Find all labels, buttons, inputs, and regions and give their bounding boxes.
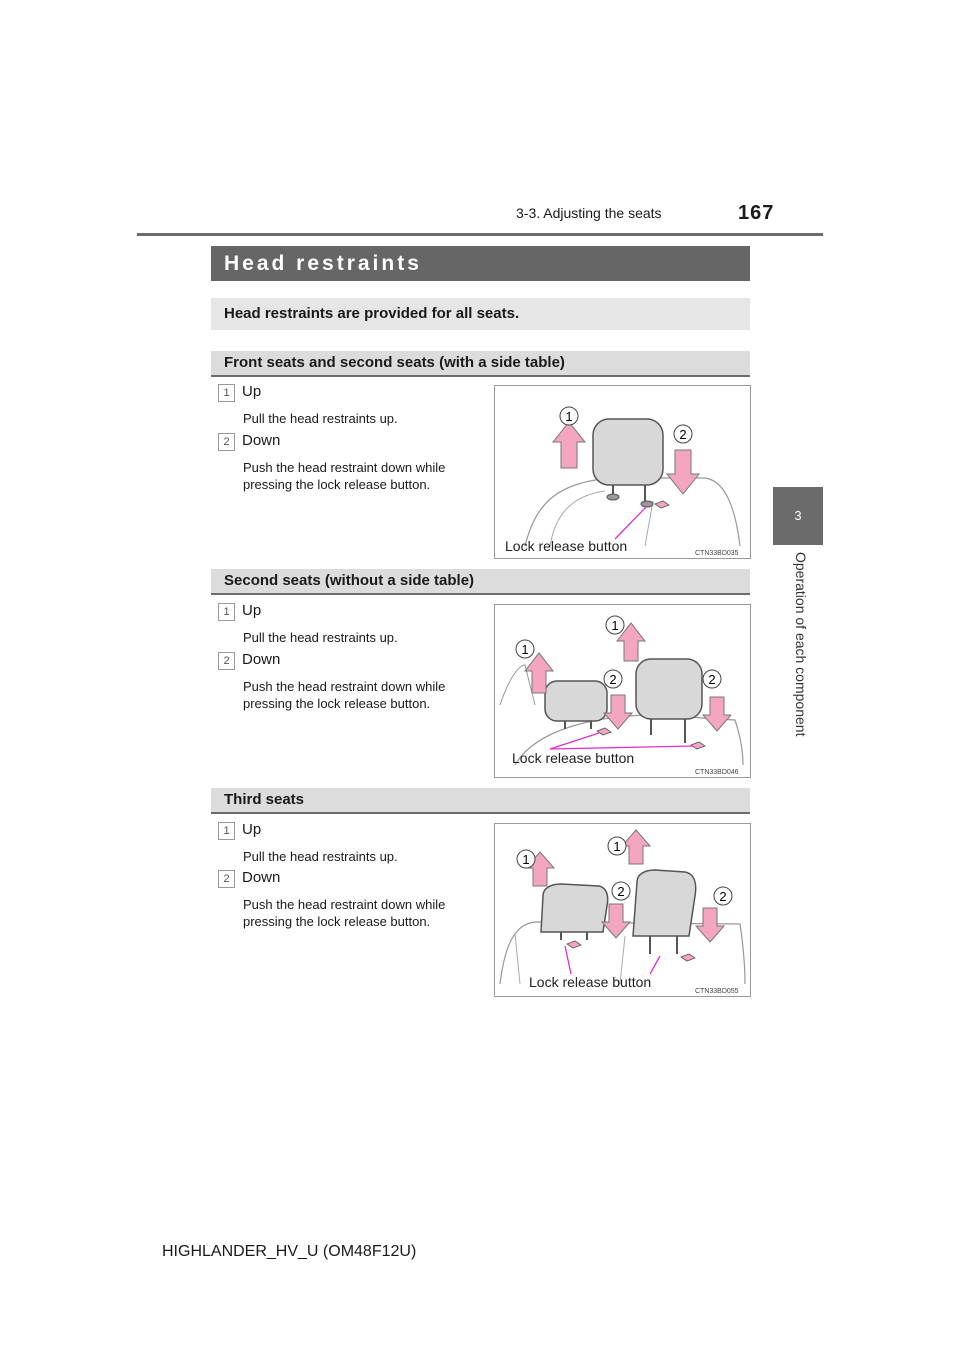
footer-model-code: HIGHLANDER_HV_U (OM48F12U) — [162, 1243, 417, 1260]
page-title: Head restraints — [224, 252, 422, 275]
marker-2: 2 — [679, 427, 687, 442]
step-desc: Push the head restraint down while pressing the lock release button. — [243, 679, 446, 711]
marker-1: 1 — [613, 839, 621, 854]
header-rule — [137, 233, 823, 236]
intro-box — [211, 298, 750, 330]
step-number: 1 — [218, 603, 235, 621]
step-title: Down — [242, 651, 281, 668]
illustration-second-seats — [494, 604, 751, 778]
step-title: Up — [242, 383, 262, 400]
headrest-diagram — [495, 605, 750, 777]
page-number: 167 — [738, 202, 775, 224]
step-desc: Push the head restraint down while pressing the lock release button. — [243, 897, 446, 929]
section-reference: 3-3. Adjusting the seats — [516, 205, 662, 221]
intro-text: Head restraints are provided for all seats. — [224, 305, 520, 322]
section-heading-text: Second seats (without a side table) — [224, 572, 475, 589]
callout-label: Lock release button — [529, 974, 652, 990]
marker-1: 1 — [522, 852, 530, 867]
callout-label: Lock release button — [512, 750, 635, 766]
step-title: Down — [242, 869, 281, 886]
marker-1: 1 — [521, 642, 529, 657]
section-heading-text: Front seats and second seats (with a side table) — [224, 354, 565, 371]
headrest-diagram — [495, 824, 750, 996]
figure-code: CTN33BD055 — [695, 988, 739, 995]
marker-2: 2 — [609, 672, 617, 687]
step-number: 2 — [218, 870, 235, 888]
marker-2: 2 — [708, 672, 716, 687]
chapter-title: Operation of each component — [793, 552, 809, 737]
illustration-front-seats — [494, 385, 751, 559]
step-number: 1 — [218, 384, 235, 402]
section-heading-text: Third seats — [224, 791, 305, 808]
marker-2: 2 — [617, 884, 625, 899]
step-desc: Pull the head restraints up. — [243, 630, 398, 645]
step-number: 2 — [218, 652, 235, 670]
marker-1: 1 — [611, 618, 619, 633]
section-heading-second-seats — [211, 569, 750, 595]
illustration-third-seats — [494, 823, 751, 997]
marker-2: 2 — [719, 889, 727, 904]
section-heading-front-seats — [211, 351, 750, 377]
headrest-diagram — [495, 386, 750, 558]
step-title: Up — [242, 821, 262, 838]
step-desc: Pull the head restraints up. — [243, 849, 398, 864]
step-number: 2 — [218, 433, 235, 451]
step-desc: Push the head restraint down while pressing the lock release button. — [243, 460, 446, 492]
step-desc: Pull the head restraints up. — [243, 411, 398, 426]
page-title-bar — [211, 246, 750, 281]
chapter-side-label — [789, 552, 809, 752]
step-title: Up — [242, 602, 262, 619]
step-title: Down — [242, 432, 281, 449]
chapter-tab: 3 — [773, 487, 823, 545]
section-heading-third-seats — [211, 788, 750, 814]
step-number: 1 — [218, 822, 235, 840]
figure-code: CTN33BD035 — [695, 550, 739, 557]
figure-code: CTN33BD046 — [695, 769, 739, 776]
marker-1: 1 — [565, 409, 573, 424]
callout-label: Lock release button — [505, 538, 628, 554]
